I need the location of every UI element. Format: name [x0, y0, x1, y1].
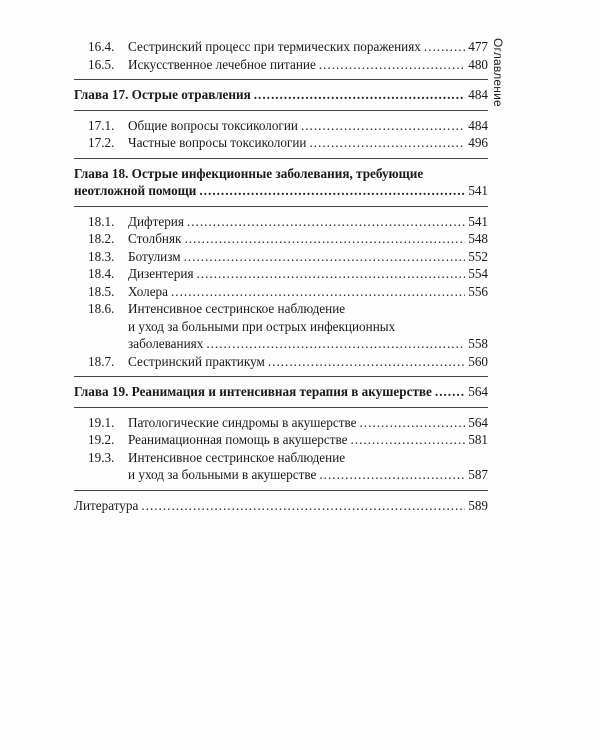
entry-page: 484	[468, 117, 488, 133]
entry-page: 558	[468, 336, 488, 351]
toc-entry-18-3[interactable]	[74, 248, 488, 266]
leader-dots	[206, 335, 465, 353]
entry-title: Ботулизм	[128, 248, 181, 264]
entry-title-line: Интенсивное сестринское наблюдение	[128, 301, 346, 316]
entry-page: 564	[468, 414, 488, 430]
entry-title: Столбняк	[128, 231, 182, 246]
toc-literature[interactable]	[74, 497, 488, 515]
leader-dots	[199, 182, 465, 200]
section-divider	[74, 158, 488, 159]
toc-entry-18-7[interactable]	[74, 353, 488, 371]
toc-chapter-18[interactable]	[74, 182, 488, 200]
section-divider	[74, 110, 488, 111]
toc-entry-17-2[interactable]	[74, 134, 488, 152]
section-divider	[74, 490, 488, 491]
leader-dots	[319, 56, 465, 74]
leader-dots	[197, 265, 466, 283]
entry-page: 554	[468, 266, 488, 281]
table-of-contents	[74, 38, 488, 514]
toc-entry-17-1[interactable]	[74, 117, 488, 135]
leader-dots	[184, 230, 465, 248]
toc-chapter-17[interactable]	[74, 86, 488, 104]
leader-dots	[171, 283, 465, 301]
entry-number: 18.5.	[88, 283, 115, 299]
leader-dots	[184, 248, 466, 266]
running-header-label: Оглавление	[491, 38, 505, 107]
chapter-title: Глава 17. Острые отравления	[74, 87, 251, 102]
toc-entry-16-4[interactable]	[74, 38, 488, 56]
entry-page: 581	[468, 432, 488, 447]
entry-title: Искусственное лечебное питание	[128, 56, 316, 72]
entry-number: 16.4.	[88, 39, 115, 54]
entry-number: 18.1.	[88, 213, 115, 229]
leader-dots	[187, 213, 465, 231]
leader-dots	[254, 86, 465, 104]
leader-dots	[435, 383, 465, 401]
leader-dots	[309, 134, 465, 152]
toc-chapter-19[interactable]	[74, 383, 488, 401]
entry-page: 480	[468, 56, 488, 72]
entry-title: Общие вопросы токсикологии	[128, 117, 298, 133]
leader-dots	[268, 353, 465, 371]
section-divider	[74, 79, 488, 80]
entry-number: 18.4.	[88, 266, 115, 281]
chapter-title: Глава 19. Реанимация и интенсивная терапия в акушерстве	[74, 384, 432, 399]
entry-page: 587	[468, 467, 488, 482]
chapter-title: неотложной помощи	[74, 183, 197, 198]
toc-entry-19-3-last[interactable]	[74, 466, 488, 484]
section-divider	[74, 407, 488, 408]
toc-entry-19-3[interactable]	[74, 449, 488, 467]
toc-entry-18-5[interactable]	[74, 283, 488, 301]
toc-entry-18-6[interactable]	[74, 300, 488, 318]
entry-page: 556	[468, 283, 488, 299]
entry-page: 496	[468, 135, 488, 150]
chapter-title-line: Глава 18. Острые инфекционные заболевания, требующие	[74, 165, 424, 181]
entry-title: Сестринский процесс при термических поражениях	[128, 39, 421, 54]
entry-title: Сестринский практикум	[128, 353, 265, 369]
leader-dots	[319, 466, 465, 484]
entry-title: и уход за больными в акушерстве	[128, 467, 317, 482]
chapter-page: 564	[468, 384, 488, 399]
entry-number: 18.3.	[88, 248, 115, 264]
literature-page: 589	[468, 497, 488, 513]
chapter-page: 541	[468, 183, 488, 198]
leader-dots	[424, 38, 465, 56]
leader-dots	[301, 117, 465, 135]
section-divider	[74, 206, 488, 207]
entry-number: 17.1.	[88, 117, 115, 133]
section-divider	[74, 376, 488, 377]
toc-entry-18-4[interactable]	[74, 265, 488, 283]
entry-number: 18.7.	[88, 353, 115, 369]
toc-entry-18-1[interactable]	[74, 213, 488, 231]
entry-page: 541	[468, 213, 488, 229]
chapter-page: 484	[468, 87, 488, 102]
entry-number: 19.3.	[88, 449, 115, 465]
entry-title: Дифтерия	[128, 213, 184, 229]
leader-dots	[141, 497, 465, 515]
entry-title-line: Интенсивное сестринское наблюдение	[128, 449, 346, 465]
toc-entry-18-6-last[interactable]	[74, 335, 488, 353]
entry-title: Реанимационная помощь в акушерстве	[128, 432, 348, 447]
toc-entry-16-5[interactable]	[74, 56, 488, 74]
entry-page: 477	[468, 39, 488, 54]
entry-title: Частные вопросы токсикологии	[128, 135, 307, 150]
leader-dots	[351, 431, 466, 449]
entry-page: 548	[468, 231, 488, 246]
literature-title: Литература	[74, 497, 139, 513]
entry-number: 18.2.	[88, 231, 115, 246]
toc-entry-19-1[interactable]	[74, 414, 488, 432]
toc-entry-18-6-continuation	[74, 318, 488, 336]
leader-dots	[360, 414, 466, 432]
entry-title: Холера	[128, 283, 168, 299]
toc-entry-18-2[interactable]	[74, 230, 488, 248]
entry-number: 16.5.	[88, 56, 115, 72]
entry-number: 18.6.	[88, 301, 115, 316]
entry-number: 19.2.	[88, 432, 115, 447]
entry-title: заболеваниях	[128, 336, 204, 351]
entry-page: 560	[468, 353, 488, 369]
entry-title: Патологические синдромы в акушерстве	[128, 414, 357, 430]
entry-page: 552	[468, 248, 488, 264]
entry-title: Дизентерия	[128, 266, 194, 281]
entry-number: 17.2.	[88, 135, 115, 150]
entry-number: 19.1.	[88, 414, 115, 430]
toc-entry-19-2[interactable]	[74, 431, 488, 449]
entry-title-line: и уход за больными при острых инфекционных	[128, 318, 396, 334]
